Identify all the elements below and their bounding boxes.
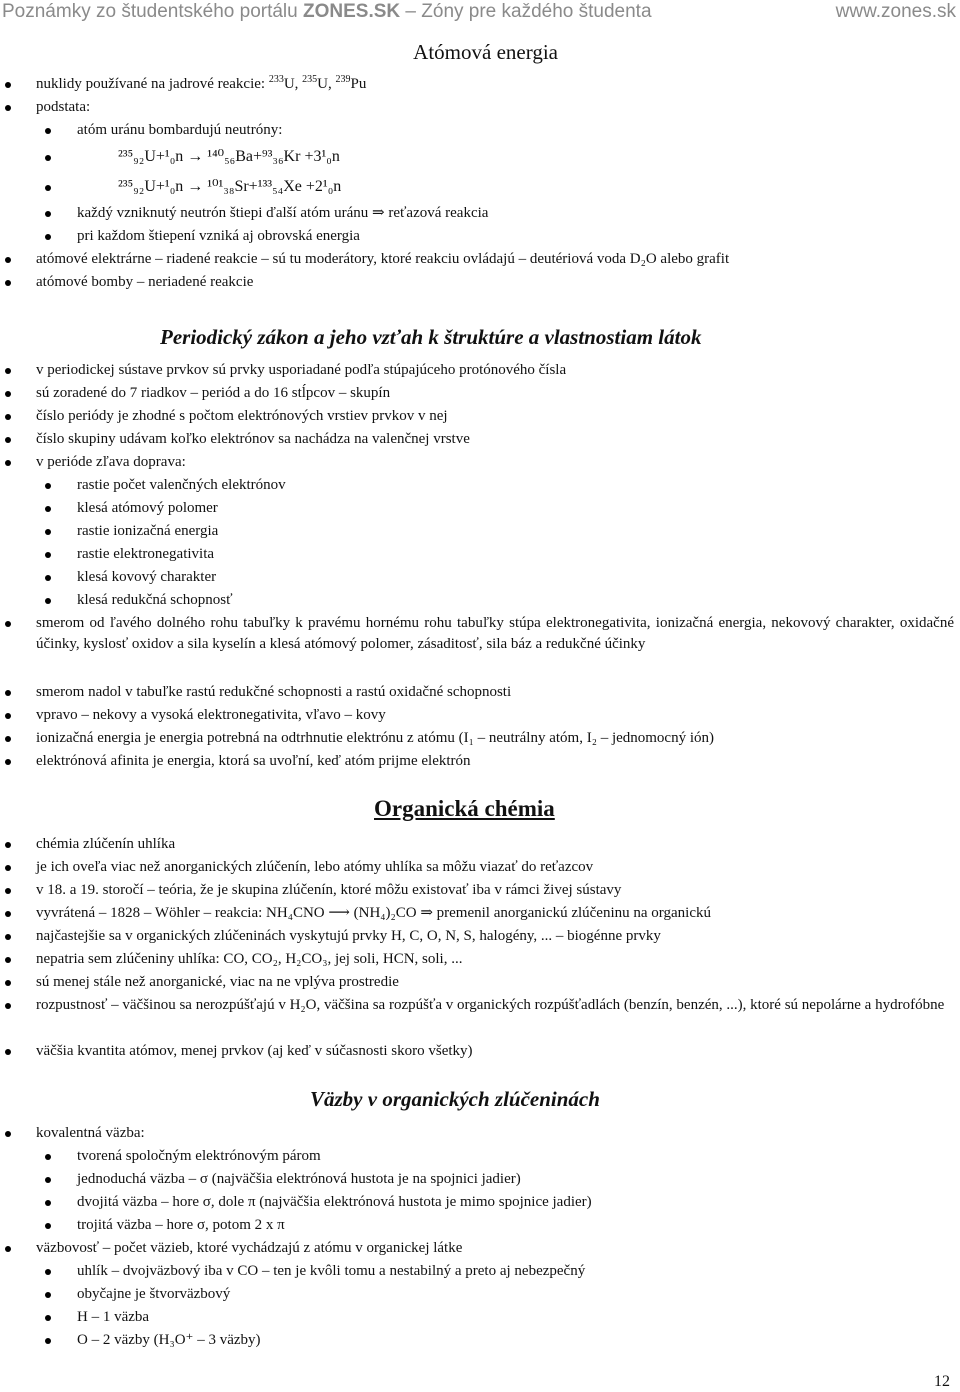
list-item: chémia zlúčenín uhlíka [0, 834, 960, 857]
list-item: atóm uránu bombardujú neutróny: [0, 120, 960, 143]
list-item: elektrónová afinita je energia, ktorá sa uvoľní, keď atóm prijme elektrón [0, 751, 960, 774]
section-title-atomic-energy: Atómová energia [413, 40, 558, 64]
list-item: sú menej stále než anorganické, viac na ne vplýva prostredie [0, 972, 960, 995]
list-item: väčšia kvantita atómov, menej prvkov (aj keď v súčasnosti skoro všetky) [0, 1041, 960, 1064]
list-item: podstata: [0, 97, 960, 120]
list-item: je ich oveľa viac než anorganických zlúčenín, lebo atómy uhlíka sa môžu viazať do reťazcov [0, 857, 960, 880]
list-item: sú zoradené do 7 riadkov – periód a do 16 stĺpcov – skupín [0, 383, 960, 406]
section-organic-chemistry-list [0, 834, 960, 1064]
list-item: trojitá väzba – hore σ, potom 2 x π [0, 1215, 960, 1238]
list-item: číslo periódy je zhodné s počtom elektrónových vrstiev prvkov v nej [0, 406, 960, 429]
list-item: obyčajne je štvorväzbový [0, 1284, 960, 1307]
list-item: klesá kovový charakter [0, 567, 960, 590]
list-item: vpravo – nekovy a vysoká elektronegativita, vľavo – kovy [0, 705, 960, 728]
list-item: v periodickej sústave prvkov sú prvky usporiadané podľa stúpajúceho protónového čísla [0, 360, 960, 383]
list-item: klesá redukčná schopnosť [0, 590, 960, 613]
list-item: klesá atómový polomer [0, 498, 960, 521]
header-left: Poznámky zo študentského portálu ZONES.SK – Zóny pre každého študenta [2, 1, 652, 22]
list-item: číslo skupiny udávam koľko elektrónov sa nachádza na valenčnej vrstve [0, 429, 960, 452]
list-item: najčastejšie sa v organických zlúčeninách vyskytujú prvky H, C, O, N, S, halogény, ... – biogénne prvky [0, 926, 960, 949]
list-item: v 18. a 19. storočí – teória, že je skupina zlúčenín, ktoré môžu existovať iba v rámci živej sústavy [0, 880, 960, 903]
section-periodic-law-list [0, 360, 960, 774]
header-url: www.zones.sk [835, 1, 956, 22]
list-item: atómové elektrárne – riadené reakcie – sú tu moderátory, ktoré reakciu ovládajú – deutériová voda D₂O alebo grafit [0, 249, 960, 272]
list-item: kovalentná väzba: [0, 1123, 960, 1146]
list-item: nepatria sem zlúčeniny uhlíka: CO, CO₂, H₂CO₃, jej soli, HCN, soli, ... [0, 949, 960, 972]
list-item: O – 2 väzby (H₃O⁺ – 3 väzby) [0, 1330, 960, 1353]
list-item: jednoduchá väzba – σ (najväčšia elektrónová hustota je na spojnici jadier) [0, 1169, 960, 1192]
reaction-equation: ²³⁵₉₂U+¹₀n → ¹⁴⁰₅₆Ba+⁹³₃₆Kr +3¹₀n [0, 143, 960, 173]
section-title-periodic-law: Periodický zákon a jeho vzťah k štruktúre a vlastnostiam látok [160, 325, 702, 349]
list-item: v perióde zľava doprava: [0, 452, 960, 475]
reaction-equation: ²³⁵₉₂U+¹₀n → ¹⁰¹₃₈Sr+¹³³₅₄Xe +2¹₀n [0, 173, 960, 203]
section-organic-bonds-list [0, 1123, 960, 1353]
list-item: dvojitá väzba – hore σ, dole π (najväčšia elektrónová hustota je mimo spojnice jadier) [0, 1192, 960, 1215]
list-item: rastie počet valenčných elektrónov [0, 475, 960, 498]
list-item: smerom nadol v tabuľke rastú redukčné schopnosti a rastú oxidačné schopnosti [0, 682, 960, 705]
list-item: tvorená spoločným elektrónovým párom [0, 1146, 960, 1169]
list-item: rozpustnosť – väčšinou sa nerozpúšťajú v H₂O, väčšina sa rozpúšťa v organických rozpúšťadlách (benzín, benzén, ...), ktoré sú nepolárne a hydrofóbne [0, 995, 960, 1041]
list-item: každý vzniknutý neutrón štiepi ďalší atóm uránu ⇒ reťazová reakcia [0, 203, 960, 226]
section-title-organic-bonds: Väzby v organických zlúčeninách [310, 1087, 600, 1111]
list-item: uhlík – dvojväzbový iba v CO – ten je kvôli tomu a nestabilný a preto aj nebezpečný [0, 1261, 960, 1284]
list-item: H – 1 väzba [0, 1307, 960, 1330]
list-item: nuklidy používané na jadrové reakcie: $^{233}$U, $^{235}$U, $^{239}$Pu [0, 74, 960, 97]
list-item: smerom od ľavého dolného rohu tabuľky k pravému hornému rohu tabuľky stúpa elektronegativita, ionizačná energia, nekovový charakter, oxidačné účinky, kyslosť oxidov a sila kyselín a klesá atómový polomer, zásaditosť, sila báz a redukčné účinky [0, 613, 960, 682]
section-atomic-energy-list [0, 74, 960, 295]
list-item: väzbovosť – počet väzieb, ktoré vychádzajú z atómu v organickej látke [0, 1238, 960, 1261]
list-item: ionizačná energia je energia potrebná na odtrhnutie elektrónu z atómu (I₁ – neutrálny atóm, I₂ – jednomocný ión) [0, 728, 960, 751]
list-item: rastie ionizačná energia [0, 521, 960, 544]
list-item: rastie elektronegativita [0, 544, 960, 567]
list-item: atómové bomby – neriadené reakcie [0, 272, 960, 295]
list-item: vyvrátená – 1828 – Wöhler – reakcia: NH₄CNO ⟶ (NH₄)₂CO ⇒ premenil anorganickú zlúčeninu na organickú [0, 903, 960, 926]
section-title-organic-chemistry: Organická chémia [374, 796, 555, 821]
page-header [0, 0, 960, 26]
page-number: 12 [934, 1373, 950, 1390]
list-item: pri každom štiepení vzniká aj obrovská energia [0, 226, 960, 249]
